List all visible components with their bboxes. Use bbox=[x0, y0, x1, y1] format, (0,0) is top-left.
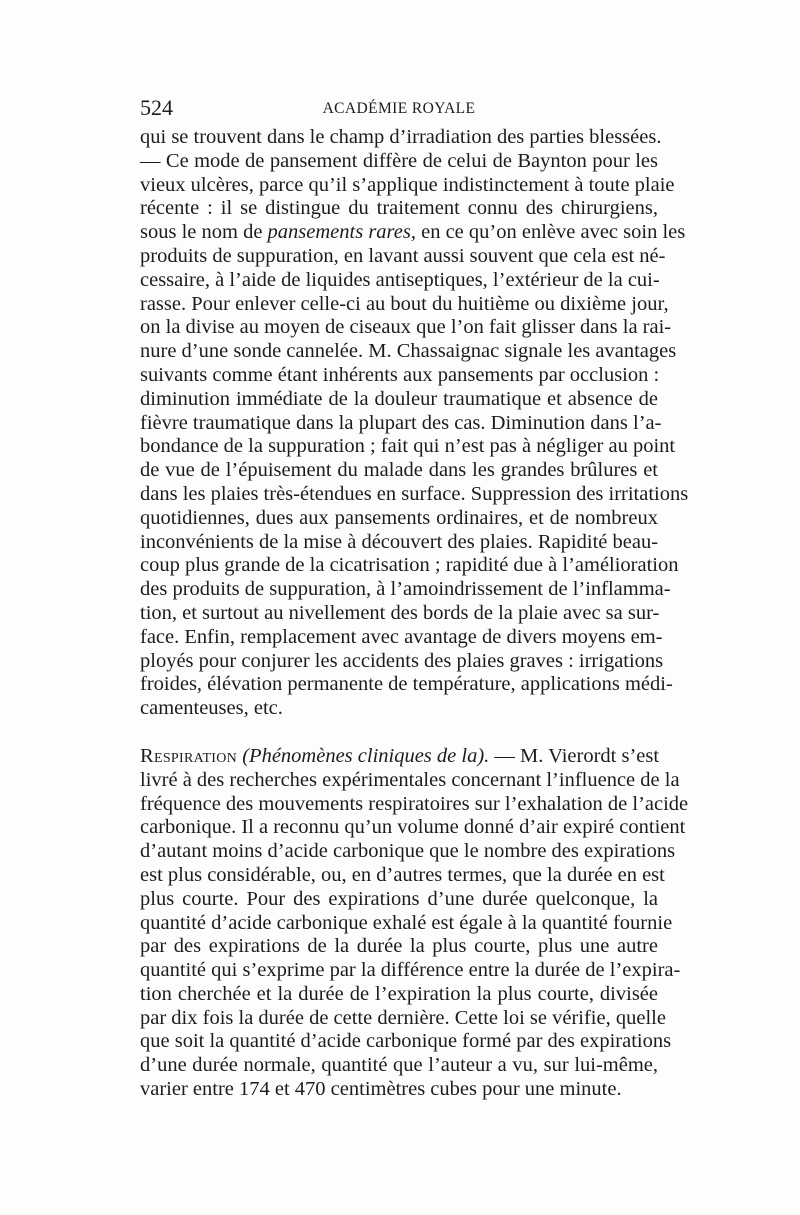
body-text bbox=[140, 126, 689, 1102]
text-line: plus courte. Pour des expirations d’une durée quelconque, la bbox=[140, 887, 658, 910]
text-line: carbonique. Il a reconnu qu’un volume donné d’air expiré contient bbox=[140, 816, 686, 839]
text-line: que soit la quantité d’acide carbonique formé par des expirations bbox=[140, 1030, 672, 1053]
text-line: quantité qui s’exprime par la différence entre la durée de l’expira- bbox=[140, 959, 681, 982]
text-run: en ce qu’on enlève avec soin les bbox=[415, 221, 686, 244]
text-line: inconvénients de la mise à découvert des plaies. Rapidité beau- bbox=[140, 530, 659, 553]
text-line: bondance de la suppuration ; fait qui n’est pas à négliger au point bbox=[140, 435, 676, 458]
text-line: dans les plaies très-étendues en surface. Suppression des irritations bbox=[140, 482, 689, 505]
paragraph-gap bbox=[140, 721, 658, 745]
text-line: tion, et surtout au nivellement des bords de la plaie avec sa sur- bbox=[140, 601, 660, 624]
paragraph-respiration bbox=[140, 744, 689, 1102]
text-line: nure d’une sonde cannelée. M. Chassaignac signale les avantages bbox=[140, 340, 677, 363]
text-line: par dix fois la durée de cette dernière. Cette loi se vérifie, quelle bbox=[140, 1006, 666, 1029]
text-line: récente : il se distingue du traitement connu des chirurgiens, bbox=[140, 197, 658, 220]
text-line: varier entre 174 et 470 centimètres cubes pour une minute. bbox=[140, 1078, 622, 1101]
text-line: on la divise au moyen de ciseaux que l’on fait glisser dans la rai- bbox=[140, 316, 672, 339]
text-line: cessaire, à l’aide de liquides antiseptiques, l’extérieur de la cui- bbox=[140, 268, 660, 291]
text-line: — Ce mode de pansement diffère de celui de Baynton pour les bbox=[140, 149, 658, 172]
text-line: rasse. Pour enlever celle-ci au bout du huitième ou dixième jour, bbox=[140, 292, 669, 315]
text-line: froides, élévation permanente de température, applications médi- bbox=[140, 673, 673, 696]
running-head bbox=[140, 93, 658, 123]
text-line: vieux ulcères, parce qu’il s’applique indistinctement à toute plaie bbox=[140, 173, 675, 196]
text-line: suivants comme étant inhérents aux pansements par occlusion : bbox=[140, 363, 660, 386]
text-line: fièvre traumatique dans la plupart des cas. Diminution dans l’a- bbox=[140, 411, 662, 434]
text-line: quantité d’acide carbonique exhalé est égale à la quantité fournie bbox=[140, 911, 673, 934]
text-line: fréquence des mouvements respiratoires sur l’exhalation de l’acide bbox=[140, 792, 689, 815]
text-run: sous le nom de bbox=[140, 221, 268, 244]
text-line: est plus considérable, ou, en d’autres termes, que la durée en est bbox=[140, 863, 665, 886]
text-line: tion cherchée et la durée de l’expiration la plus courte, divisée bbox=[140, 982, 658, 1005]
running-title: ACADÉMIE ROYALE bbox=[322, 100, 476, 117]
text-line: d’autant moins d’acide carbonique que le nombre des expirations bbox=[140, 840, 676, 863]
italic-term: pansements rares, bbox=[267, 221, 416, 244]
entry-heading: Respiration bbox=[140, 744, 238, 767]
italic-term: (Phénomènes cliniques de la). bbox=[237, 744, 490, 767]
page-number: 524 bbox=[140, 95, 173, 120]
text-line bbox=[140, 221, 686, 245]
text-line: coup plus grande de la cicatrisation ; rapidité due à l’amélioration bbox=[140, 554, 679, 577]
text-line: produits de suppuration, en lavant aussi souvent que cela est né- bbox=[140, 244, 666, 267]
text-line: de vue de l’épuisement du malade dans les grandes brûlures et bbox=[140, 459, 658, 482]
text-run: — M. Vierordt s’est bbox=[489, 744, 660, 767]
text-line: qui se trouvent dans le champ d’irradiation des parties blessées. bbox=[140, 126, 662, 148]
text-line: camenteuses, etc. bbox=[140, 697, 283, 720]
text-line: quotidiennes, dues aux pansements ordinaires, et de nombreux bbox=[140, 506, 658, 529]
text-line: face. Enfin, remplacement avec avantage de divers moyens em- bbox=[140, 625, 663, 648]
text-line bbox=[140, 745, 658, 769]
text-line: par des expirations de la durée la plus courte, plus une autre bbox=[140, 935, 658, 958]
text-line: diminution immédiate de la douleur traumatique et absence de bbox=[140, 387, 658, 410]
text-line: ployés pour conjurer les accidents des plaies graves : irrigations bbox=[140, 649, 664, 672]
text-line: des produits de suppuration, à l’amoindrissement de l’inflamma- bbox=[140, 578, 671, 601]
text-line: livré à des recherches expérimentales concernant l’influence de la bbox=[140, 768, 680, 791]
text-line: d’une durée normale, quantité que l’auteur a vu, sur lui-même, bbox=[140, 1054, 658, 1077]
paragraph-pansement bbox=[140, 126, 689, 721]
